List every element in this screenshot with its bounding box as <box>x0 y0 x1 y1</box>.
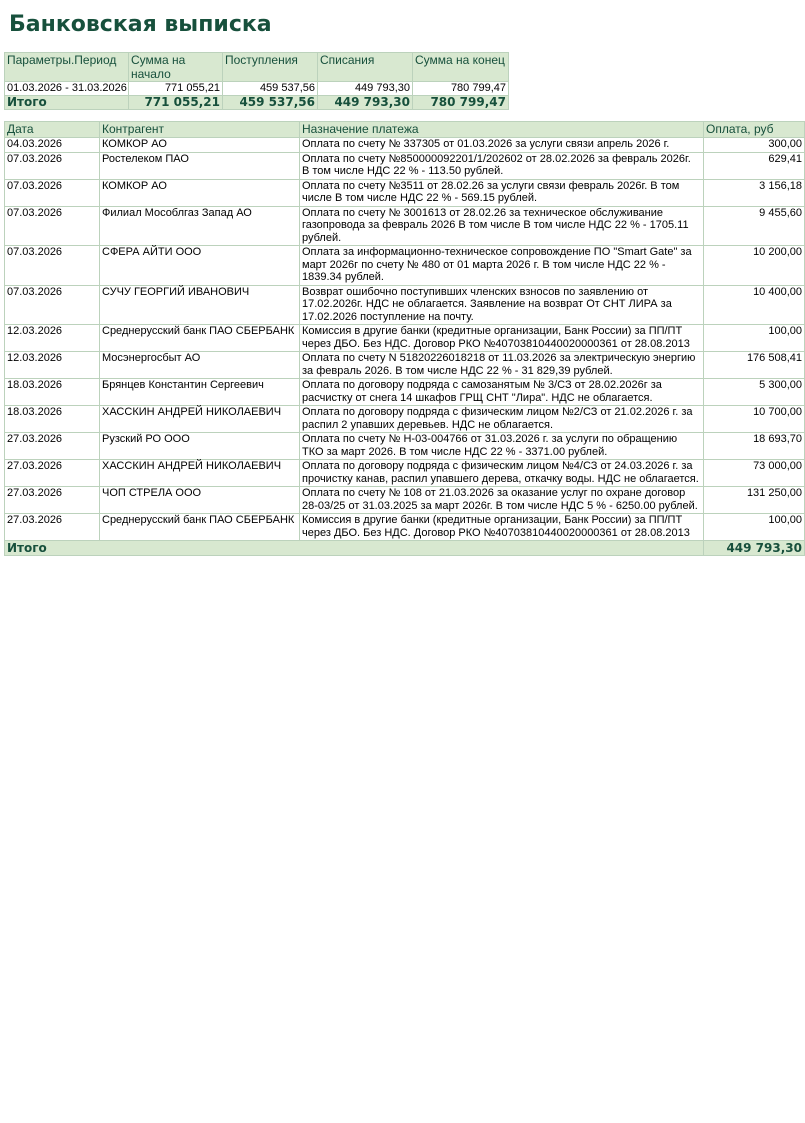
row-purpose: Комиссия в другие банки (кредитные организации, Банк России) за ПП/ПТ через ДБО. Без НДС. Договор РКО №40703810440020000361 от 28.08.2013 <box>300 514 704 541</box>
row-amount: 176 508,41 <box>704 352 805 379</box>
row-amount: 100,00 <box>704 325 805 352</box>
summary-income: 459 537,56 <box>223 82 318 96</box>
row-date: 27.03.2026 <box>5 460 100 487</box>
operations-header-amount: Оплата, руб <box>704 122 805 138</box>
summary-total-end: 780 799,47 <box>413 96 509 110</box>
table-row <box>5 246 805 286</box>
row-counterparty: Брянцев Константин Сергеевич <box>100 379 300 406</box>
summary-total-income: 459 537,56 <box>223 96 318 110</box>
row-counterparty: Среднерусский банк ПАО СБЕРБАНК <box>100 514 300 541</box>
summary-header-row <box>5 53 509 82</box>
summary-period: 01.03.2026 - 31.03.2026 <box>5 82 129 96</box>
row-amount: 18 693,70 <box>704 433 805 460</box>
table-row <box>5 487 805 514</box>
summary-start: 771 055,21 <box>129 82 223 96</box>
row-amount: 10 700,00 <box>704 406 805 433</box>
operations-header-purpose: Назначение платежа <box>300 122 704 138</box>
page-title: Банковская выписка <box>9 12 272 37</box>
row-purpose: Оплата по счету №3511 от 28.02.26 за услуги связи февраль 2026г. В том числе В том числе НДС 22 % - 569.15 рублей. <box>300 179 704 206</box>
row-date: 07.03.2026 <box>5 285 100 325</box>
table-row <box>5 406 805 433</box>
row-date: 27.03.2026 <box>5 487 100 514</box>
row-date: 07.03.2026 <box>5 152 100 179</box>
row-amount: 73 000,00 <box>704 460 805 487</box>
row-counterparty: Среднерусский банк ПАО СБЕРБАНК <box>100 325 300 352</box>
table-row <box>5 460 805 487</box>
summary-header-expense: Списания <box>318 53 413 82</box>
row-purpose: Комиссия в другие банки (кредитные организации, Банк России) за ПП/ПТ через ДБО. Без НДС. Договор РКО №40703810440020000361 от 28.08.2013 <box>300 325 704 352</box>
row-date: 27.03.2026 <box>5 433 100 460</box>
row-amount: 300,00 <box>704 138 805 153</box>
row-purpose: Оплата по счету № 3001613 от 28.02.26 за техническое обслуживание газопровода за февраль 2026 В том числе В том числе НДС 22 % - 1705.11 рублей. <box>300 206 704 246</box>
row-purpose: Оплата за информационно-техническое сопровождение ПО "Smart Gate" за март 2026г по счету № 480 от 01 марта 2026 г. В том числе НДС 22 % - 1839.34 рублей. <box>300 246 704 286</box>
table-row <box>5 325 805 352</box>
row-date: 12.03.2026 <box>5 352 100 379</box>
row-counterparty: Рузский РО ООО <box>100 433 300 460</box>
summary-total-start: 771 055,21 <box>129 96 223 110</box>
summary-expense: 449 793,30 <box>318 82 413 96</box>
table-row <box>5 433 805 460</box>
summary-total-expense: 449 793,30 <box>318 96 413 110</box>
operations-header-counterparty: Контрагент <box>100 122 300 138</box>
operations-header-date: Дата <box>5 122 100 138</box>
row-date: 12.03.2026 <box>5 325 100 352</box>
row-counterparty: ХАССКИН АНДРЕЙ НИКОЛАЕВИЧ <box>100 406 300 433</box>
row-amount: 629,41 <box>704 152 805 179</box>
row-amount: 3 156,18 <box>704 179 805 206</box>
table-row <box>5 285 805 325</box>
row-amount: 131 250,00 <box>704 487 805 514</box>
row-counterparty: ХАССКИН АНДРЕЙ НИКОЛАЕВИЧ <box>100 460 300 487</box>
table-row <box>5 206 805 246</box>
row-amount: 9 455,60 <box>704 206 805 246</box>
summary-table <box>4 52 509 110</box>
row-counterparty: ЧОП СТРЕЛА ООО <box>100 487 300 514</box>
row-counterparty: Мосэнергосбыт АО <box>100 352 300 379</box>
operations-total-label: Итого <box>5 541 704 556</box>
row-counterparty: СФЕРА АЙТИ ООО <box>100 246 300 286</box>
operations-header-row <box>5 122 805 138</box>
row-purpose: Оплата по счету N 51820226018218 от 11.03.2026 за электрическую энергию за февраль 2026. В том числе НДС 22 % - 31 829,39 рублей. <box>300 352 704 379</box>
row-date: 07.03.2026 <box>5 206 100 246</box>
row-purpose: Оплата по договору подряда с физическим лицом №2/СЗ от 21.02.2026 г. за распил 2 упавших деревьев. НДС не облагается. <box>300 406 704 433</box>
table-row <box>5 138 805 153</box>
row-amount: 10 200,00 <box>704 246 805 286</box>
row-date: 07.03.2026 <box>5 246 100 286</box>
table-row <box>5 179 805 206</box>
summary-total-label: Итого <box>5 96 129 110</box>
row-purpose: Возврат ошибочно поступивших членских взносов по заявлению от 17.02.2026г. НДС не облагается. Заявление на возврат От СНТ ЛИРА за 17.02.2026 поступление на почту. <box>300 285 704 325</box>
row-purpose: Оплата по счету № Н-03-004766 от 31.03.2026 г. за услуги по обращению ТКО за март 2026. В том числе НДС 22 % - 3371.00 рублей. <box>300 433 704 460</box>
row-purpose: Оплата по договору подряда с физическим лицом №4/СЗ от 24.03.2026 г. за прочистку канав, распил упавшего дерева, откачку воды. НДС не облагается. <box>300 460 704 487</box>
row-amount: 5 300,00 <box>704 379 805 406</box>
row-amount: 10 400,00 <box>704 285 805 325</box>
summary-header-start: Сумма на начало <box>129 53 223 82</box>
table-row <box>5 514 805 541</box>
row-purpose: Оплата по договору подряда с самозанятым № 3/СЗ от 28.02.2026г за расчистку от снега 14 шкафов ГРЩ СНТ "Лира". НДС не облагается. <box>300 379 704 406</box>
summary-header-period: Параметры.Период <box>5 53 129 82</box>
operations-body <box>5 138 805 556</box>
operations-total-amount: 449 793,30 <box>704 541 805 556</box>
summary-header-end: Сумма на конец <box>413 53 509 82</box>
summary-total-row <box>5 96 509 110</box>
operations-total-row <box>5 541 805 556</box>
row-amount: 100,00 <box>704 514 805 541</box>
row-counterparty: КОМКОР АО <box>100 138 300 153</box>
row-date: 27.03.2026 <box>5 514 100 541</box>
row-counterparty: СУЧУ ГЕОРГИЙ ИВАНОВИЧ <box>100 285 300 325</box>
summary-end: 780 799,47 <box>413 82 509 96</box>
table-row <box>5 379 805 406</box>
row-counterparty: Филиал Мособлгаз Запад АО <box>100 206 300 246</box>
table-row <box>5 152 805 179</box>
row-date: 04.03.2026 <box>5 138 100 153</box>
summary-data-row <box>5 82 509 96</box>
row-purpose: Оплата по счету № 337305 от 01.03.2026 за услуги связи апрель 2026 г. <box>300 138 704 153</box>
row-counterparty: Ростелеком ПАО <box>100 152 300 179</box>
row-date: 18.03.2026 <box>5 406 100 433</box>
operations-table <box>4 121 805 556</box>
table-row <box>5 352 805 379</box>
row-purpose: Оплата по счету №850000092201/1/202602 от 28.02.2026 за февраль 2026г. В том числе НДС 22 % - 113.50 рублей. <box>300 152 704 179</box>
row-date: 18.03.2026 <box>5 379 100 406</box>
row-purpose: Оплата по счету № 108 от 21.03.2026 за оказание услуг по охране договор 28-03/25 от 31.03.2025 за март 2026г. В том числе НДС 5 % - 6250.00 рублей. <box>300 487 704 514</box>
row-date: 07.03.2026 <box>5 179 100 206</box>
summary-header-income: Поступления <box>223 53 318 82</box>
row-counterparty: КОМКОР АО <box>100 179 300 206</box>
